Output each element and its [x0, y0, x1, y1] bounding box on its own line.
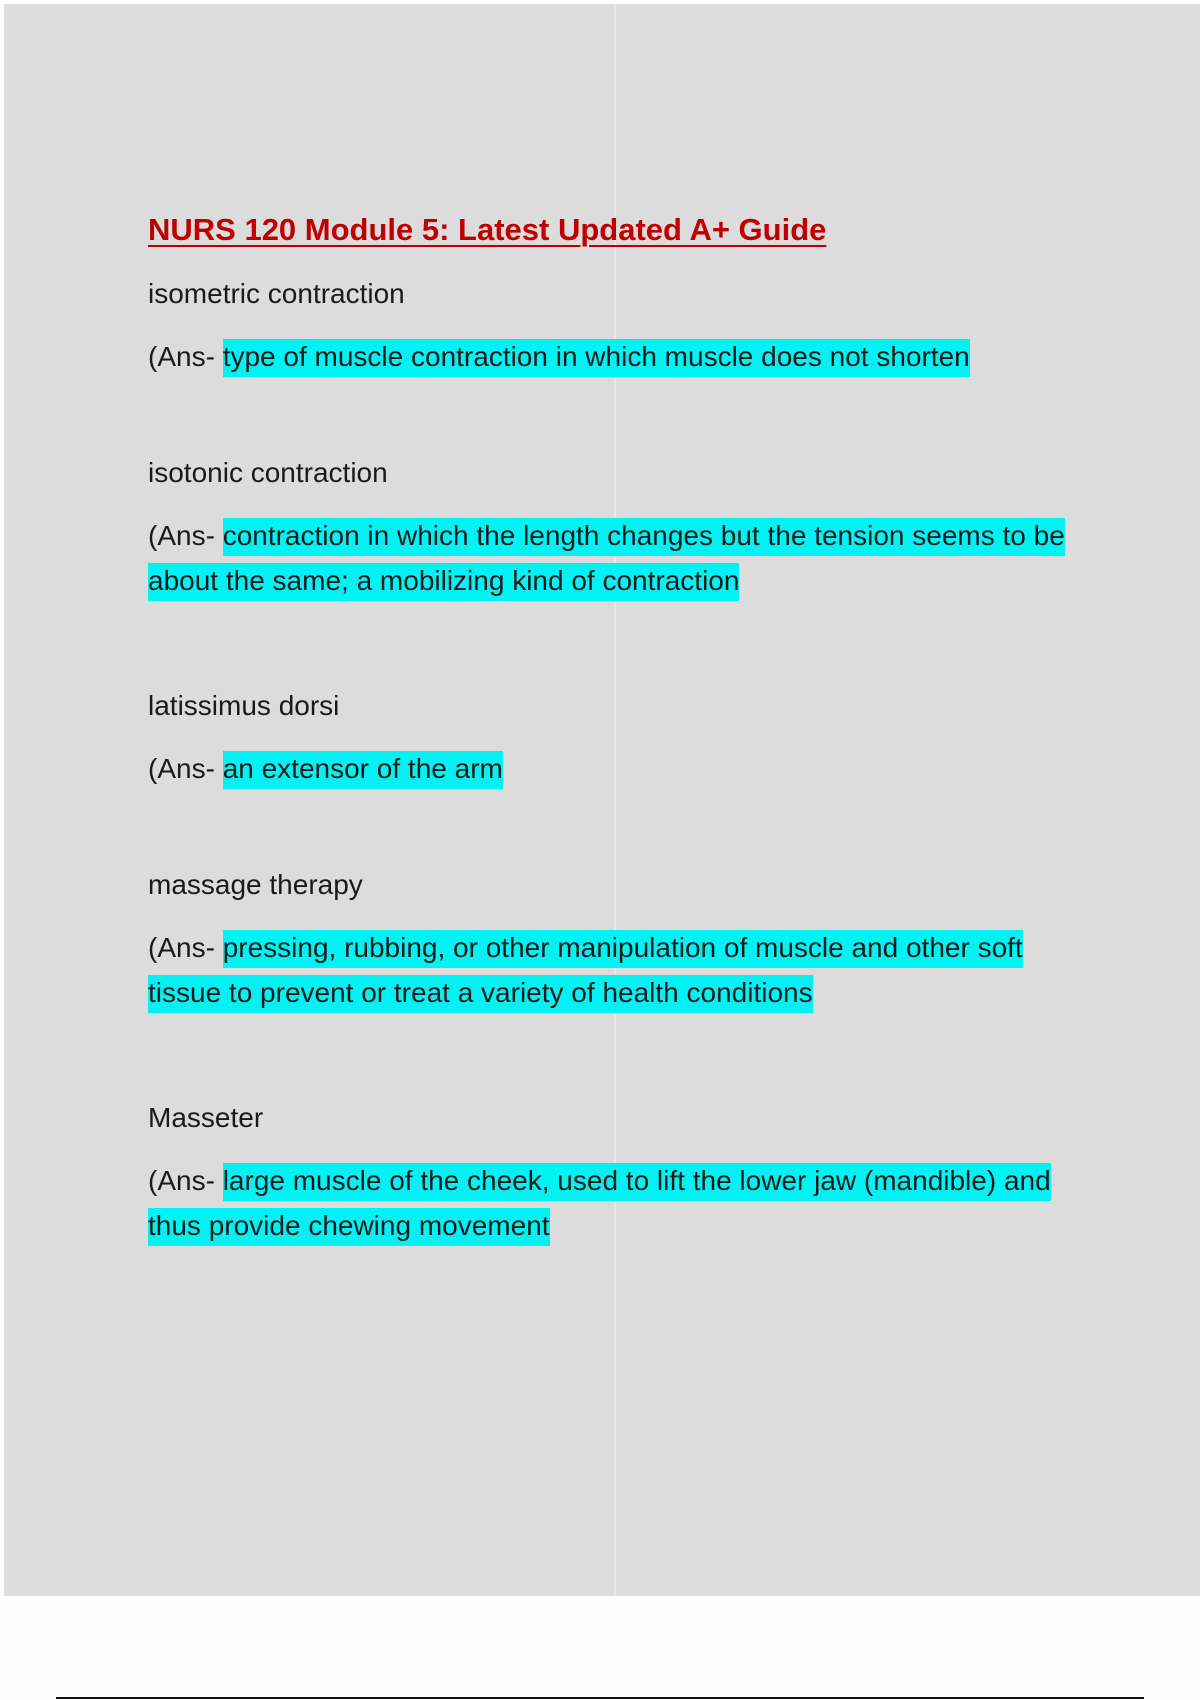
term: isotonic contraction [148, 457, 388, 488]
document-title: NURS 120 Module 5: Latest Updated A+ Guide [148, 212, 827, 247]
term: massage therapy [148, 869, 363, 900]
entry-isometric-contraction [148, 274, 1088, 379]
term: Masseter [148, 1102, 264, 1133]
term: isometric contraction [148, 278, 405, 309]
answer-prefix: (Ans- [148, 753, 223, 784]
answer-prefix: (Ans- [148, 520, 223, 551]
highlighted-answer: an extensor of the arm [223, 751, 503, 789]
term: latissimus dorsi [148, 690, 340, 721]
highlighted-answer: large muscle of the cheek, used to lift the lower jaw (mandible) and thus provide chewing movement [148, 1163, 1051, 1246]
highlighted-answer: pressing, rubbing, or other manipulation of muscle and other soft tissue to prevent or treat a variety of health conditions [148, 930, 1023, 1013]
entry-latissimus-dorsi [148, 686, 1088, 791]
answer [148, 925, 1088, 1015]
answer [148, 1158, 1088, 1248]
entry-masseter [148, 1098, 1088, 1248]
answer-prefix: (Ans- [148, 1165, 223, 1196]
answer-prefix: (Ans- [148, 932, 223, 963]
answer [148, 334, 1088, 379]
document-content [148, 210, 1088, 1248]
footer-divider [56, 1697, 1144, 1699]
entry-massage-therapy [148, 865, 1088, 1015]
highlighted-answer: type of muscle contraction in which muscle does not shorten [223, 339, 970, 377]
highlighted-answer: contraction in which the length changes but the tension seems to be about the same; a mobilizing kind of contraction [148, 518, 1065, 601]
entry-isotonic-contraction [148, 453, 1088, 603]
answer-prefix: (Ans- [148, 341, 223, 372]
answer [148, 746, 1088, 791]
answer [148, 513, 1088, 603]
